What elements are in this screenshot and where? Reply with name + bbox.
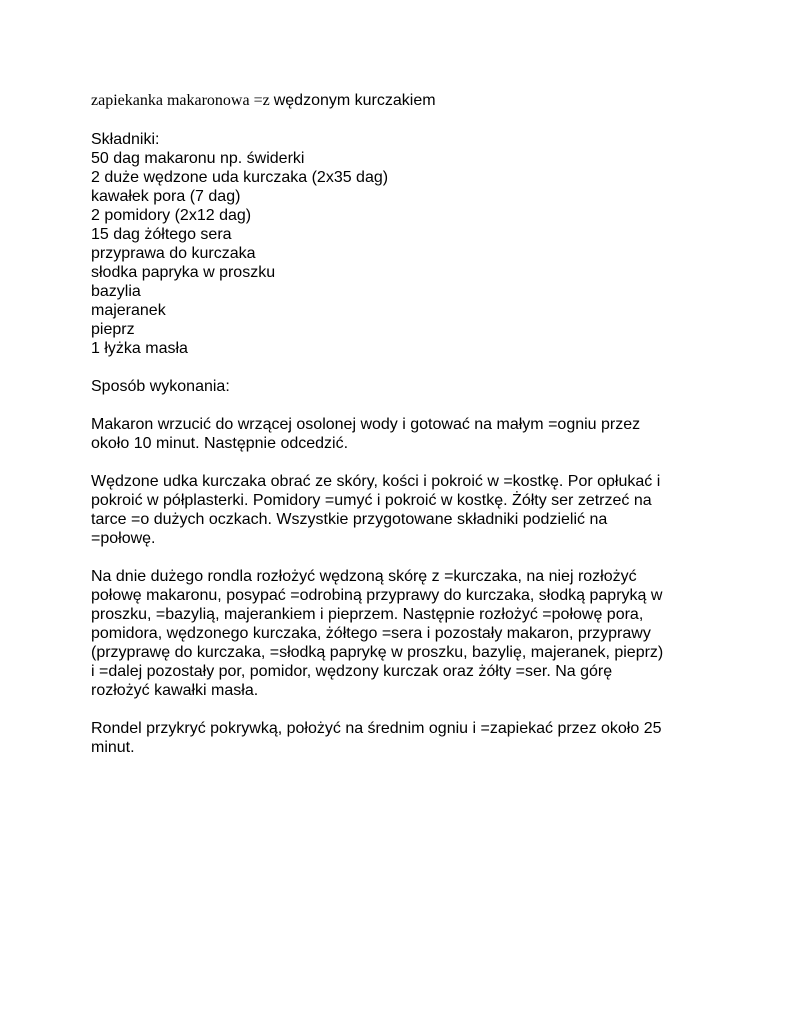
step-paragraph-3 (91, 567, 711, 700)
step-line: tarce =o dużych oczkach. Wszystkie przygotowane składniki podzielić na (91, 511, 608, 528)
step-line: minut. (91, 739, 135, 756)
step-line: (przyprawę do kurczaka, =słodką paprykę w proszku, bazylię, majeranek, pieprz) (91, 644, 664, 661)
ingredient-item: majeranek (91, 302, 166, 319)
step-line: proszku, =bazylią, majerankiem i pieprzem. Następnie rozłożyć =połowę pora, (91, 606, 644, 623)
spacer (91, 358, 711, 377)
method-heading: Sposób wykonania: (91, 378, 230, 395)
step-line: Rondel przykryć pokrywką, położyć na średnim ogniu i =zapiekać przez około 25 (91, 720, 662, 737)
step-line: Makaron wrzucić do wrzącej osolonej wody i gotować na małym =ogniu przez (91, 416, 641, 433)
step-line: Na dnie dużego rondla rozłożyć wędzoną skórę z =kurczaka, na niej rozłożyć (91, 568, 637, 585)
ingredient-item: 50 dag makaronu np. świderki (91, 150, 305, 167)
ingredients-section (91, 130, 711, 358)
ingredient-item: 2 duże wędzone uda kurczaka (2x35 dag) (91, 169, 389, 186)
step-paragraph-1 (91, 415, 711, 453)
step-line: połowę makaronu, posypać =odrobiną przyprawy do kurczaka, słodką papryką w (91, 587, 663, 604)
spacer (91, 111, 711, 130)
recipe-title-part2: wędzonym kurczakiem (273, 92, 436, 109)
recipe-title-part1: zapiekanka makaronowa =z (91, 92, 274, 109)
step-line: i =dalej pozostały por, pomidor, wędzony kurczak oraz żółty =ser. Na górę (91, 663, 613, 680)
step-line: pomidora, wędzonego kurczaka, żółtego =sera i pozostały makaron, przyprawy (91, 625, 651, 642)
step-paragraph-4 (91, 719, 711, 757)
method-heading-block (91, 377, 711, 396)
ingredient-item: 15 dag żółtego sera (91, 226, 232, 243)
ingredients-heading: Składniki: (91, 131, 160, 148)
ingredient-item: pieprz (91, 321, 135, 338)
step-paragraph-2 (91, 472, 711, 548)
ingredient-item: przyprawa do kurczaka (91, 245, 256, 262)
step-line: rozłożyć kawałki masła. (91, 682, 259, 699)
spacer (91, 396, 711, 415)
ingredient-item: 1 łyżka masła (91, 340, 188, 357)
step-line: około 10 minut. Następnie odcedzić. (91, 435, 349, 452)
spacer (91, 453, 711, 472)
recipe-document (91, 91, 711, 757)
ingredient-item: kawałek pora (7 dag) (91, 188, 241, 205)
step-line: =połowę. (91, 530, 156, 547)
step-line: pokroić w półplasterki. Pomidory =umyć i pokroić w kostkę. Żółty ser zetrzeć na (91, 492, 652, 509)
ingredient-item: 2 pomidory (2x12 dag) (91, 207, 252, 224)
step-line: Wędzone udka kurczaka obrać ze skóry, kości i pokroić w =kostkę. Por opłukać i (91, 473, 661, 490)
ingredient-item: słodka papryka w proszku (91, 264, 276, 281)
spacer (91, 700, 711, 719)
spacer (91, 548, 711, 567)
recipe-title (91, 91, 711, 111)
ingredient-item: bazylia (91, 283, 141, 300)
